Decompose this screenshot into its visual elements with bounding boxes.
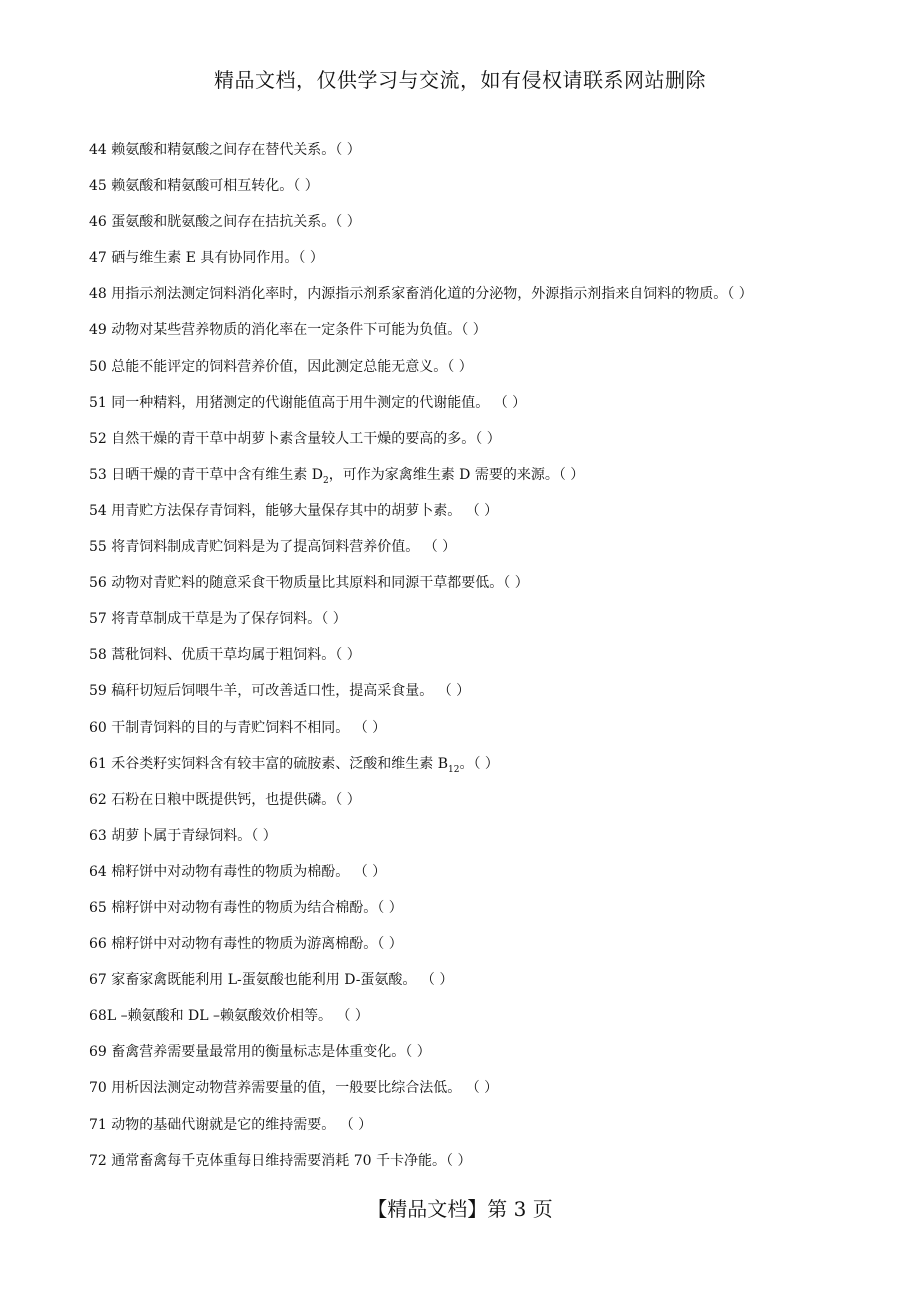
question-item: [89, 717, 889, 753]
page-header-title: 精品文档，仅供学习与交流，如有侵权请联系网站删除: [214, 68, 706, 92]
question-number: 57: [89, 611, 107, 628]
question-item: [89, 680, 889, 716]
question-text: 用指示剂法测定饲料消化率时，内源指示剂系家畜消化道的分泌物，外源指示剂指来自饲料的物质。（ ）: [111, 286, 753, 303]
question-text: 蛋氨酸和胱氨酸之间存在拮抗关系。（ ）: [111, 214, 361, 231]
question-number: 47: [89, 250, 107, 267]
question-item: [89, 139, 889, 175]
question-item: [89, 608, 889, 644]
question-text: 家畜家禽既能利用 L-蛋氨酸也能利用 D-蛋氨酸。 （ ）: [111, 972, 454, 989]
question-text: 通常畜禽每千克体重每日维持需要消耗 70 千卡净能。（ ）: [111, 1152, 472, 1169]
question-text: 胡萝卜属于青绿饲料。（ ）: [111, 827, 277, 844]
question-text: 动物对某些营养物质的消化率在一定条件下可能为负值。（ ）: [111, 322, 487, 339]
question-text: 。（ ）: [459, 755, 499, 772]
question-number: 59: [89, 683, 107, 700]
question-item: [89, 897, 889, 933]
question-text: 棉籽饼中对动物有毒性的物质为结合棉酚。（ ）: [111, 899, 403, 916]
question-text: 动物对青贮料的随意采食干物质量比其原料和同源干草都要低。（ ）: [111, 575, 529, 592]
question-item: [89, 283, 889, 319]
question-text: 蒿秕饲料、优质干草均属于粗饲料。（ ）: [111, 647, 361, 664]
question-item: [89, 861, 889, 897]
question-number: 51: [89, 394, 107, 411]
question-text: 自然干燥的青干草中胡萝卜素含量较人工干燥的要高的多。（ ）: [111, 430, 501, 447]
question-item: [89, 753, 889, 789]
question-number: 50: [89, 358, 107, 375]
question-text: 赖氨酸和精氨酸之间存在替代关系。（ ）: [111, 142, 361, 158]
question-item: [89, 211, 889, 247]
question-text: 干制青饲料的目的与青贮饲料不相同。 （ ）: [111, 719, 387, 736]
question-text: 赖氨酸和精氨酸可相互转化。（ ）: [111, 178, 319, 195]
question-item: [89, 789, 889, 825]
question-text: 禾谷类籽实饲料含有较丰富的硫胺素、泛酸和维生素 B: [111, 755, 449, 772]
question-item: [89, 1077, 889, 1113]
question-text: L –赖氨酸和 DL –赖氨酸效价相等。 （ ）: [106, 1008, 369, 1025]
question-number: 52: [89, 430, 107, 447]
question-text: 总能不能评定的饲料营养价值，因此测定总能无意义。（ ）: [111, 358, 473, 375]
question-number: 45: [89, 178, 107, 195]
question-text: 棉籽饼中对动物有毒性的物质为游离棉酚。（ ）: [111, 936, 403, 953]
question-text: 将青草制成干草是为了保存饲料。（ ）: [111, 611, 347, 628]
question-item: [89, 644, 889, 680]
question-text: 畜禽营养需要量最常用的衡量标志是体重变化。（ ）: [111, 1044, 431, 1061]
question-item: [89, 572, 889, 608]
question-number: 61: [89, 755, 107, 772]
page-footer: 【精品文档】第 3 页: [367, 1197, 553, 1221]
question-item: [89, 1005, 889, 1041]
question-number: 49: [89, 322, 107, 339]
question-number: 53: [89, 466, 107, 483]
question-item: [89, 500, 889, 536]
question-item: [89, 1114, 889, 1150]
question-list: [89, 139, 889, 1186]
question-item: [89, 392, 889, 428]
question-item: [89, 825, 889, 861]
question-number: 64: [89, 863, 107, 880]
question-text: 硒与维生素 E 具有协同作用。（ ）: [111, 250, 324, 267]
question-number: 62: [89, 791, 107, 808]
question-item: [89, 1041, 889, 1077]
question-item: [89, 247, 889, 283]
question-number: 66: [89, 936, 107, 953]
question-number: 71: [89, 1116, 107, 1133]
question-number: 63: [89, 827, 107, 844]
question-number: 54: [89, 502, 107, 519]
question-number: 65: [89, 899, 107, 916]
question-number: 69: [89, 1044, 107, 1061]
question-number: 48: [89, 286, 107, 303]
question-text: 棉籽饼中对动物有毒性的物质为棉酚。 （ ）: [111, 863, 387, 880]
question-subscript: 12: [448, 764, 460, 775]
question-item: [89, 969, 889, 1005]
question-text: 用析因法测定动物营养需要量的值，一般要比综合法低。 （ ）: [111, 1080, 499, 1097]
question-item: [89, 319, 889, 355]
question-number: 46: [89, 214, 107, 231]
question-text: 稿秆切短后饲喂牛羊，可改善适口性，提高采食量。 （ ）: [111, 683, 471, 700]
question-number: 56: [89, 575, 107, 592]
question-item: [89, 356, 889, 392]
question-number: 67: [89, 972, 107, 989]
question-number: 60: [89, 719, 107, 736]
question-number: 68: [89, 1008, 107, 1025]
question-number: 44: [89, 142, 107, 158]
question-number: 55: [89, 539, 107, 556]
question-text: 石粉在日粮中既提供钙，也提供磷。（ ）: [111, 791, 361, 808]
question-number: 72: [89, 1152, 107, 1169]
question-subscript: 2: [322, 475, 329, 486]
question-text: 日晒干燥的青干草中含有维生素 D: [111, 466, 323, 483]
question-text: ，可作为家禽维生素 D 需要的来源。（ ）: [328, 466, 585, 483]
question-item: [89, 933, 889, 969]
question-text: 同一种精料，用猪测定的代谢能值高于用牛测定的代谢能值。 （ ）: [111, 394, 527, 411]
question-item: [89, 428, 889, 464]
question-text: 动物的基础代谢就是它的维持需要。 （ ）: [111, 1116, 373, 1133]
question-text: 将青饲料制成青贮饲料是为了提高饲料营养价值。 （ ）: [111, 539, 457, 556]
question-item: [89, 1150, 889, 1186]
question-number: 58: [89, 647, 107, 664]
question-text: 用青贮方法保存青饲料，能够大量保存其中的胡萝卜素。 （ ）: [111, 502, 499, 519]
question-item: [89, 175, 889, 211]
question-item: [89, 464, 889, 500]
question-item: [89, 536, 889, 572]
question-number: 70: [89, 1080, 107, 1097]
